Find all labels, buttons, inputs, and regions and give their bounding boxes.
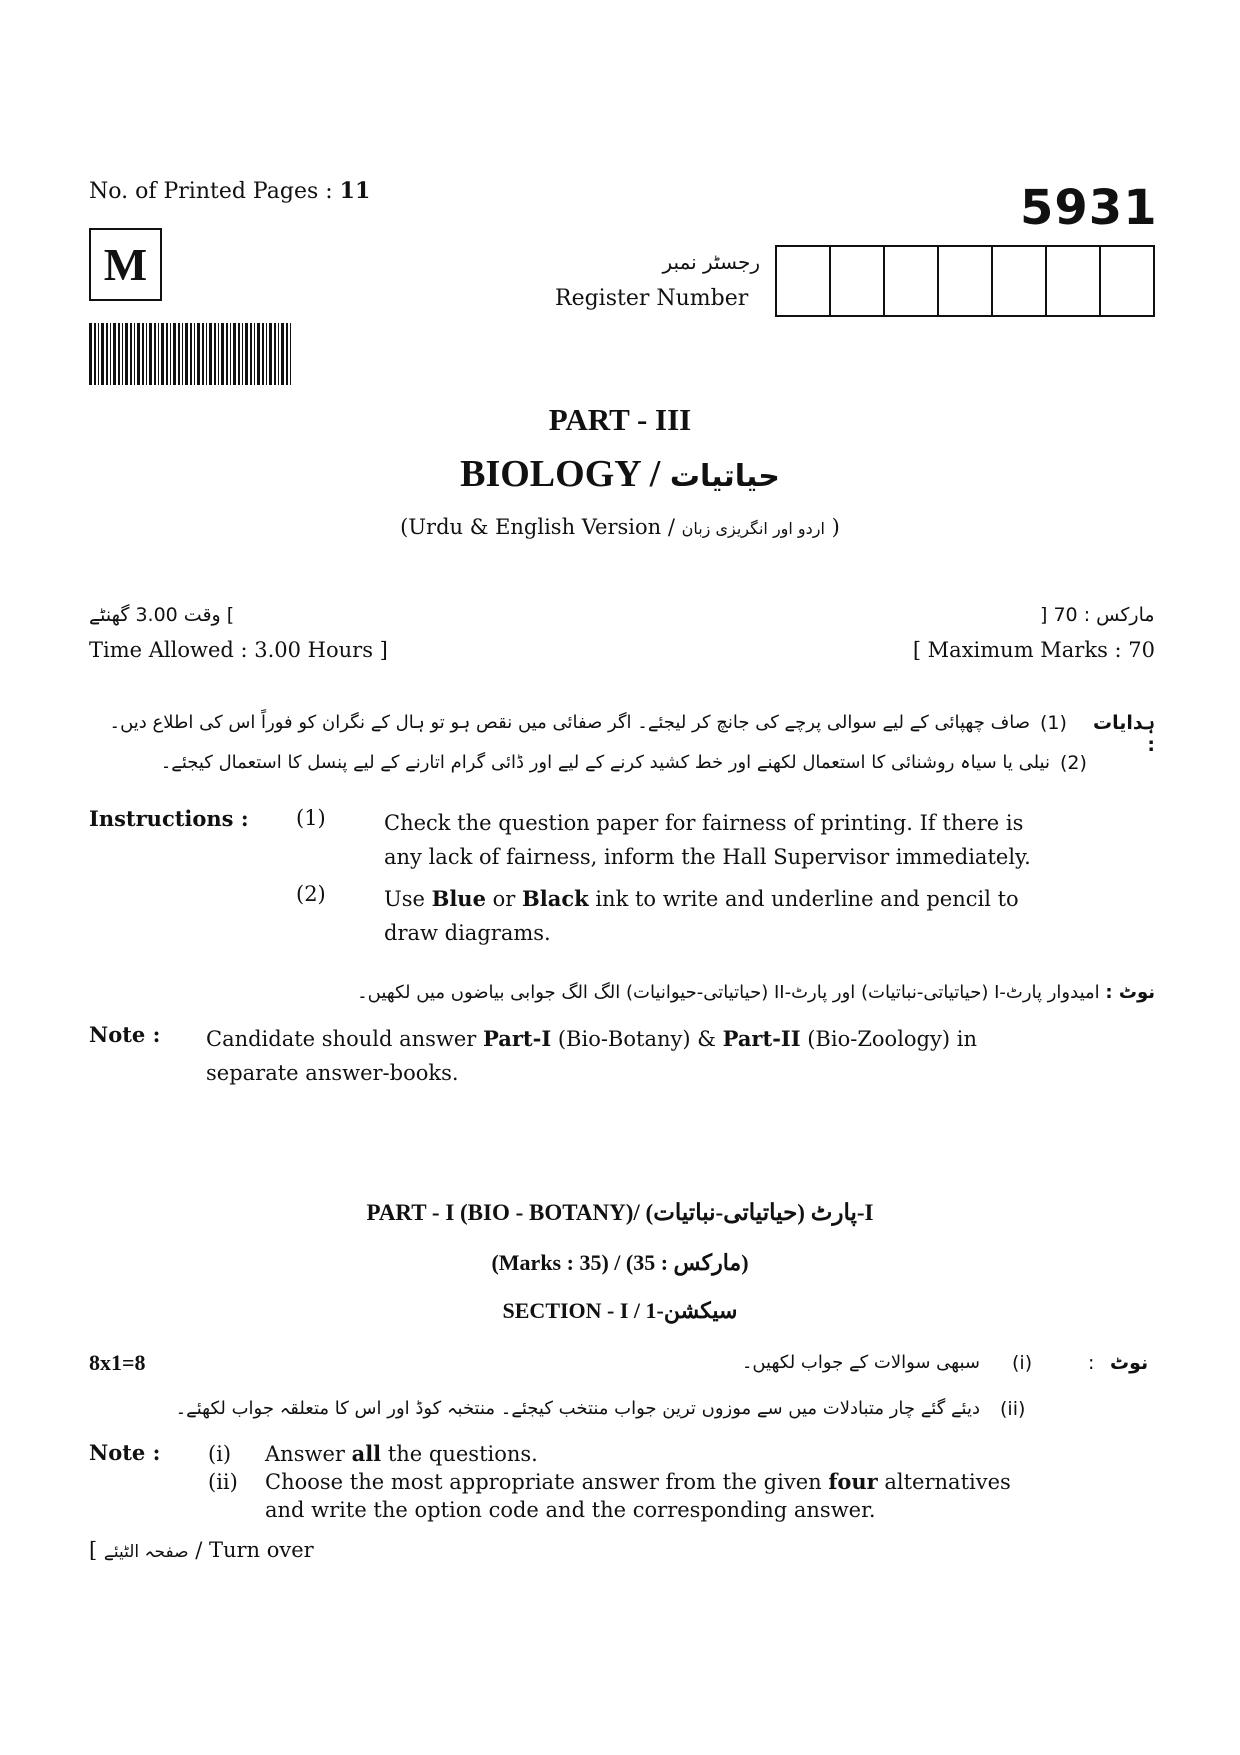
- turn-over-text: / Turn over: [195, 1538, 314, 1562]
- barcode-image: [89, 323, 292, 385]
- barcode-bar: [218, 323, 219, 385]
- barcode-bar: [134, 323, 135, 385]
- section-urdu-item-1-num: (i): [1012, 1352, 1033, 1374]
- section-urdu-note-label: نوٹ: [1110, 1352, 1149, 1374]
- instruction-1-line-1: Check the question paper for fairness of printing. If there is: [384, 811, 1024, 835]
- note-label: Note :: [89, 1022, 161, 1047]
- medium-letter: M: [103, 239, 148, 290]
- section-note-label: Note :: [89, 1440, 161, 1465]
- barcode-bar: [101, 323, 104, 385]
- urdu-note-label: نوٹ :: [1105, 982, 1155, 1003]
- time-urdu-bracket: [: [226, 604, 235, 626]
- note-line-2: separate answer-books.: [206, 1061, 459, 1085]
- section-urdu-item-2: دیئے گئے چار متبادلات میں سے موزوں ترین جواب منتخب کیجئے۔ منتخبہ کوڈ اور اس کا متعلقہ جواب لکھئے۔: [175, 1398, 980, 1419]
- blue-ink-text: Blue: [431, 886, 486, 911]
- barcode-bar: [130, 323, 132, 385]
- barcode-bar: [194, 323, 195, 385]
- section-note-text: [265, 1440, 1011, 1524]
- barcode-bar: [170, 323, 171, 385]
- subject-urdu: حیاتیات: [669, 459, 780, 494]
- instruction-2-line-2: draw diagrams.: [384, 921, 551, 945]
- marks-urdu-value: مارکس : 70: [1053, 604, 1155, 626]
- instruction-2-text: [384, 882, 1019, 950]
- barcode-bar: [146, 323, 147, 385]
- barcode-bar: [262, 323, 264, 385]
- barcode-bar: [89, 323, 92, 385]
- black-ink-text: Black: [521, 886, 589, 911]
- barcode-bar: [125, 323, 128, 385]
- barcode-bar: [94, 323, 96, 385]
- section-note-1: Answer all the questions.: [265, 1441, 538, 1466]
- barcode-bar: [230, 323, 231, 385]
- section-note-2-line-2: and write the option code and the corresponding answer.: [265, 1498, 876, 1522]
- part-one-heading: PART - I (BIO - BOTANY)/ (حیاتیاتی-نباتیات) پارٹ-I: [366, 1200, 874, 1225]
- barcode-bar: [209, 323, 212, 385]
- register-number-cell[interactable]: [1101, 247, 1153, 315]
- part-i-text: Part-I: [483, 1026, 552, 1051]
- barcode-bar: [269, 323, 272, 385]
- instruction-1-num: (1): [296, 806, 326, 830]
- register-number-cell[interactable]: [993, 247, 1047, 315]
- barcode-bar: [266, 323, 267, 385]
- barcode-bar: [158, 323, 159, 385]
- barcode-bar: [98, 323, 99, 385]
- urdu-note-text: امیدوار پارٹ-I (حیاتیاتی-نباتیات) اور پارٹ-II (حیاتیاتی-حیوانیات) الگ الگ جوابی بیاضوں میں لکھیں۔: [357, 982, 1100, 1003]
- all-text: all: [351, 1441, 382, 1466]
- register-number-cell[interactable]: [831, 247, 885, 315]
- urdu-instruction-2-num: (2): [1060, 752, 1087, 774]
- urdu-instruction-1-num: (1): [1040, 712, 1067, 734]
- barcode-bar: [122, 323, 123, 385]
- register-number-cell[interactable]: [939, 247, 993, 315]
- maximum-marks: [ Maximum Marks : 70: [912, 638, 1155, 662]
- barcode-bar: [154, 323, 156, 385]
- section-note-1-num: (i): [208, 1442, 232, 1466]
- barcode-bar: [178, 323, 180, 385]
- barcode-bar: [257, 323, 260, 385]
- instruction-2-num: (2): [296, 882, 326, 906]
- barcode-bar: [149, 323, 152, 385]
- version-english: (Urdu & English Version /: [400, 515, 675, 539]
- turn-over-urdu: صفحہ الٹیئے: [103, 1542, 189, 1562]
- urdu-instructions-label: ہدایات :: [1093, 712, 1155, 756]
- barcode-bar: [113, 323, 116, 385]
- barcode-bar: [182, 323, 183, 385]
- barcode-bar: [161, 323, 164, 385]
- barcode-bar: [278, 323, 279, 385]
- register-number-urdu: رجسٹر نمبر: [662, 250, 760, 274]
- barcode-bar: [118, 323, 120, 385]
- subject-english: BIOLOGY /: [460, 453, 661, 495]
- barcode-bar: [202, 323, 204, 385]
- medium-letter-box: [89, 228, 162, 301]
- barcode-bar: [142, 323, 144, 385]
- instructions-label: Instructions :: [89, 806, 249, 831]
- barcode-bar: [190, 323, 192, 385]
- section-score: 8x1=8: [89, 1350, 146, 1375]
- urdu-note: [330, 982, 1155, 1003]
- version-line: [0, 515, 1240, 539]
- printed-pages: [89, 178, 370, 204]
- section-heading: SECTION - I / 1-سیکشن: [502, 1298, 738, 1323]
- barcode-bar: [245, 323, 248, 385]
- paper-code: 5931: [1020, 180, 1158, 236]
- barcode-bar: [238, 323, 240, 385]
- part-title: PART - III: [548, 402, 692, 437]
- register-number-label: Register Number: [555, 286, 749, 311]
- barcode-bar: [281, 323, 284, 385]
- instruction-2-line-1: Use Blue or Black ink to write and underline and pencil to: [384, 886, 1019, 911]
- turn-over-bracket: [: [89, 1538, 98, 1562]
- barcode-bar: [226, 323, 228, 385]
- section-note-nums: [208, 1440, 238, 1496]
- register-number-cell[interactable]: [777, 247, 831, 315]
- barcode-bar: [166, 323, 168, 385]
- marks-urdu: [1040, 604, 1155, 626]
- version-urdu: اردو اور انگریزی زبان: [681, 519, 825, 538]
- time-urdu-value: وقت 3.00 گھنٹے: [89, 604, 221, 626]
- barcode-bar: [110, 323, 111, 385]
- section-note-2-num: (ii): [208, 1470, 238, 1494]
- barcode-bar: [254, 323, 255, 385]
- section-note-2-line-1: Choose the most appropriate answer from the given four alternatives: [265, 1469, 1011, 1494]
- part-one-marks: (Marks : 35) / (مارکس : 35): [491, 1250, 749, 1275]
- turn-over: [89, 1538, 314, 1562]
- instruction-1-text: [384, 806, 1031, 874]
- barcode-bar: [173, 323, 176, 385]
- barcode-bar: [137, 323, 140, 385]
- urdu-instruction-1: صاف چھپائی کے لیے سوالی پرچے کی جانچ کر لیجئے۔ اگر صفائی میں نقص ہو تو ہال کے نگران کو فوراً اس کی اطلاع دیں۔: [109, 712, 1030, 733]
- register-number-grid[interactable]: [775, 245, 1155, 317]
- barcode-bar: [185, 323, 188, 385]
- printed-pages-value: 11: [339, 178, 371, 204]
- barcode-bar: [250, 323, 252, 385]
- register-number-cell[interactable]: [885, 247, 939, 315]
- version-close: ): [831, 515, 840, 539]
- section-urdu-note-colon: :: [1088, 1352, 1095, 1374]
- time-urdu: [89, 604, 234, 626]
- barcode-bar: [233, 323, 236, 385]
- time-allowed: Time Allowed : 3.00 Hours ]: [89, 638, 388, 662]
- marks-urdu-bracket: ]: [1040, 604, 1048, 626]
- barcode-bar: [286, 323, 288, 385]
- part-ii-text: Part-II: [722, 1026, 801, 1051]
- barcode-bar: [214, 323, 216, 385]
- instruction-1-line-2: any lack of fairness, inform the Hall Supervisor immediately.: [384, 845, 1031, 869]
- register-number-cell[interactable]: [1047, 247, 1101, 315]
- printed-pages-label: No. of Printed Pages :: [89, 179, 333, 204]
- barcode-bar: [197, 323, 200, 385]
- urdu-instruction-2: نیلی یا سیاہ روشنائی کا استعمال لکھنے اور خط کشید کرنے کے لیے اور ڈائی گرام اتارنے کے لیے پنسل کا استعمال کیجئے۔: [160, 752, 1050, 773]
- barcode-bar: [274, 323, 276, 385]
- section-urdu-item-1: سبھی سوالات کے جواب لکھیں۔: [741, 1352, 980, 1373]
- barcode-bar: [290, 323, 291, 385]
- four-text: four: [828, 1469, 878, 1494]
- barcode-bar: [242, 323, 243, 385]
- barcode-bar: [221, 323, 224, 385]
- note-line-1: Candidate should answer Part-I (Bio-Botany) & Part-II (Bio-Zoology) in: [206, 1026, 977, 1051]
- section-urdu-item-2-num: (ii): [1000, 1398, 1026, 1420]
- barcode-bar: [106, 323, 108, 385]
- note-text: [206, 1022, 977, 1090]
- barcode-bar: [206, 323, 207, 385]
- subject-title: [0, 452, 1240, 496]
